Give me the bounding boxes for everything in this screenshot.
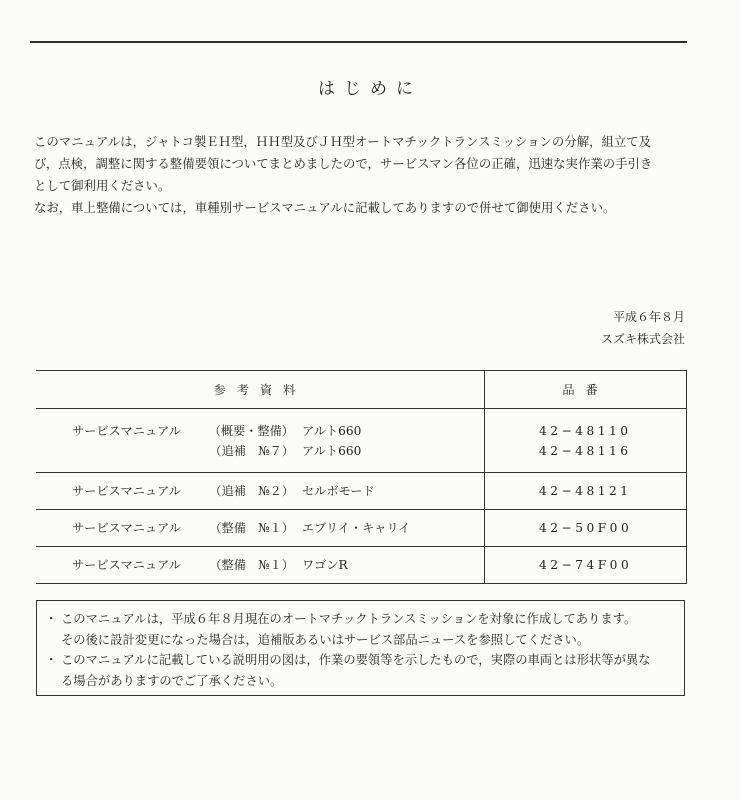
table-row (36, 409, 687, 473)
intro-text (34, 131, 694, 219)
part-cell (485, 409, 687, 473)
intro-line: として御利用ください。 (34, 178, 171, 193)
table-row (36, 473, 687, 510)
signature-block (601, 306, 685, 350)
intro-line: び，点検，調整に関する整備要領についてまとめましたので，サービスマン各位の正確，迅速な実作業の手引き (34, 156, 653, 171)
notes-box (36, 600, 685, 696)
part-cell (485, 547, 687, 584)
table-row (36, 547, 687, 584)
doc-cell (36, 409, 485, 473)
part-number: 42−50F00 (539, 521, 633, 535)
manual-note: （整備 №１） (209, 558, 294, 572)
top-rule (30, 41, 687, 43)
header-reference-docs: 参考資料 (36, 371, 485, 409)
part-number: 42−74F00 (539, 558, 633, 572)
reference-table (36, 370, 687, 584)
vehicle-model: アルト660 (302, 423, 362, 438)
vehicle-model: セルボモード (302, 484, 375, 498)
manual-note: （追補 №７） (209, 443, 294, 458)
vehicle-model: アルト660 (302, 443, 362, 458)
doc-cell (36, 473, 485, 510)
company-name: スズキ株式会社 (600, 332, 685, 346)
vehicle-model: エブリイ・キャリイ (302, 521, 411, 535)
doc-cell (36, 510, 485, 547)
manual-note: （追補 №２） (209, 484, 294, 498)
bullet: ・ (45, 612, 58, 626)
manual-name: サービスマニュアル (72, 558, 181, 572)
header-part-number: 品番 (485, 371, 687, 409)
doc-cell (36, 547, 485, 584)
manual-name: サービスマニュアル (72, 521, 181, 535)
intro-line: なお，車上整備については，車種別サービスマニュアルに記載してありますので併せて御使用ください。 (34, 200, 616, 215)
part-number: 42−48121 (539, 484, 632, 498)
manual-name: サービスマニュアル (72, 484, 181, 498)
part-cell (485, 510, 687, 547)
manual-name (72, 441, 194, 461)
note-text: このマニュアルに記載している説明用の図は，作業の要領等を示したもので，実際の車両とは形状等が異な (61, 653, 651, 667)
page-title: はじめに (318, 79, 422, 99)
intro-line: このマニュアルは，ジャトコ製ＥＨ型，ＨＨ型及びＪＨ型オートマチックトランスミッションの分解，組立て及 (34, 134, 652, 149)
part-number: 42−48110 (539, 423, 632, 438)
table-row (36, 510, 687, 547)
manual-note: （整備 №１） (209, 521, 294, 535)
note-text: る場合がありますのでご了承ください。 (61, 673, 283, 688)
note-text: その後に設計変更になった場合は，追補版あるいはサービス部品ニュースを参照してください。 (61, 632, 590, 647)
part-cell (485, 473, 687, 510)
publish-date: 平成６年８月 (612, 310, 685, 324)
note-line (45, 609, 674, 630)
manual-name: サービスマニュアル (72, 423, 181, 438)
vehicle-model: ワゴンR (302, 558, 348, 572)
table-header-row (36, 371, 687, 409)
note-line (45, 650, 674, 671)
bullet: ・ (45, 653, 58, 667)
manual-note: （概要・整備） (208, 423, 294, 438)
note-text: このマニュアルは，平成６年８月現在のオートマチックトランスミッションを対象に作成してあります。 (61, 612, 637, 626)
part-number: 42−48116 (539, 443, 632, 458)
